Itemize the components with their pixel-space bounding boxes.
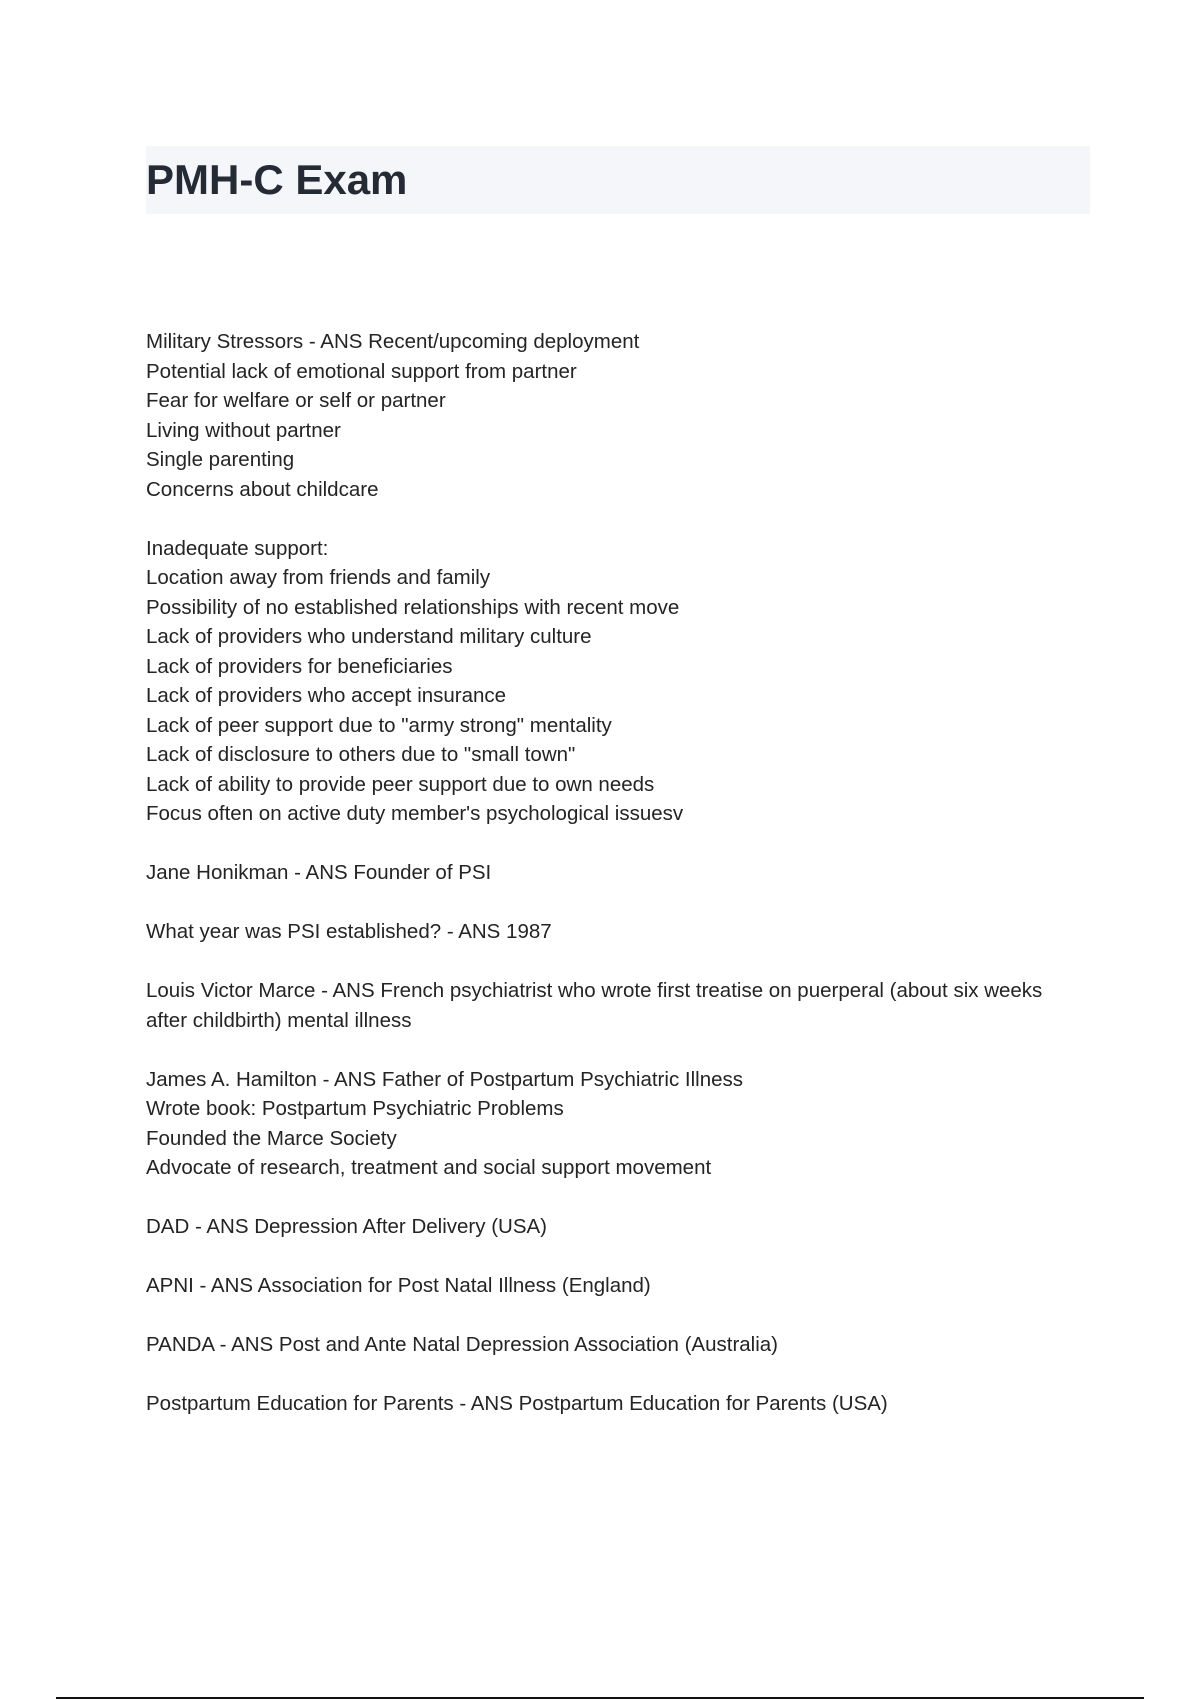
entry-line: APNI - ANS Association for Post Natal Illness (England) <box>146 1274 651 1297</box>
entry-line: What year was PSI established? - ANS 1987 <box>146 920 552 943</box>
entry-line: Louis Victor Marce - ANS French psychiatrist who wrote first treatise on puerperal (about six weeks after childbirth) mental illness <box>146 979 1043 1032</box>
entry-line: Founded the Marce Society <box>146 1126 397 1150</box>
entry-line: Lack of providers who accept insurance <box>146 684 507 707</box>
page-bottom-rule <box>56 1697 1144 1699</box>
entry-psi-established <box>146 917 1076 947</box>
entry-inadequate-support <box>146 534 1076 829</box>
entry-panda <box>146 1330 1076 1360</box>
entry-line: Potential lack of emotional support from partner <box>146 359 577 383</box>
entry-line: Location away from friends and family <box>146 566 491 589</box>
entry-line: Lack of providers for beneficiaries <box>146 654 453 678</box>
entry-james-hamilton <box>146 1065 1076 1183</box>
entry-line: Single parenting <box>146 448 295 471</box>
entry-line: Military Stressors - ANS Recent/upcoming deployment <box>146 330 640 353</box>
entry-military-stressors <box>146 327 1076 504</box>
entry-line: Lack of peer support due to "army strong" mentality <box>146 713 612 737</box>
entry-line: Wrote book: Postpartum Psychiatric Problems <box>146 1097 564 1120</box>
page-title: PMH-C Exam <box>146 156 408 203</box>
entry-line: Lack of providers who understand military culture <box>146 625 592 648</box>
entry-line: Inadequate support: <box>146 536 329 560</box>
entry-jane-honikman <box>146 858 1076 888</box>
entry-line: DAD - ANS Depression After Delivery (USA) <box>146 1215 548 1238</box>
entry-louis-victor-marce <box>146 976 1076 1035</box>
entry-line: Possibility of no established relationships with recent move <box>146 595 680 619</box>
entry-line: James A. Hamilton - ANS Father of Postpartum Psychiatric Illness <box>146 1067 743 1091</box>
entry-line: Lack of disclosure to others due to "small town" <box>146 743 576 766</box>
entry-apni <box>146 1271 1076 1301</box>
entry-line: Concerns about childcare <box>146 477 379 501</box>
entry-line: PANDA - ANS Post and Ante Natal Depression Association (Australia) <box>146 1333 779 1356</box>
entry-postpartum-education <box>146 1389 1076 1419</box>
entry-line: Focus often on active duty member's psychological issuesv <box>146 802 684 825</box>
entry-line: Advocate of research, treatment and social support movement <box>146 1156 712 1179</box>
entry-dad <box>146 1212 1076 1242</box>
entry-line: Living without partner <box>146 418 341 442</box>
entry-line: Fear for welfare or self or partner <box>146 389 446 412</box>
entry-line: Jane Honikman - ANS Founder of PSI <box>146 861 492 884</box>
entry-line: Postpartum Education for Parents - ANS Postpartum Education for Parents (USA) <box>146 1392 888 1415</box>
document-body <box>146 327 1076 1448</box>
entry-line: Lack of ability to provide peer support due to own needs <box>146 772 655 796</box>
